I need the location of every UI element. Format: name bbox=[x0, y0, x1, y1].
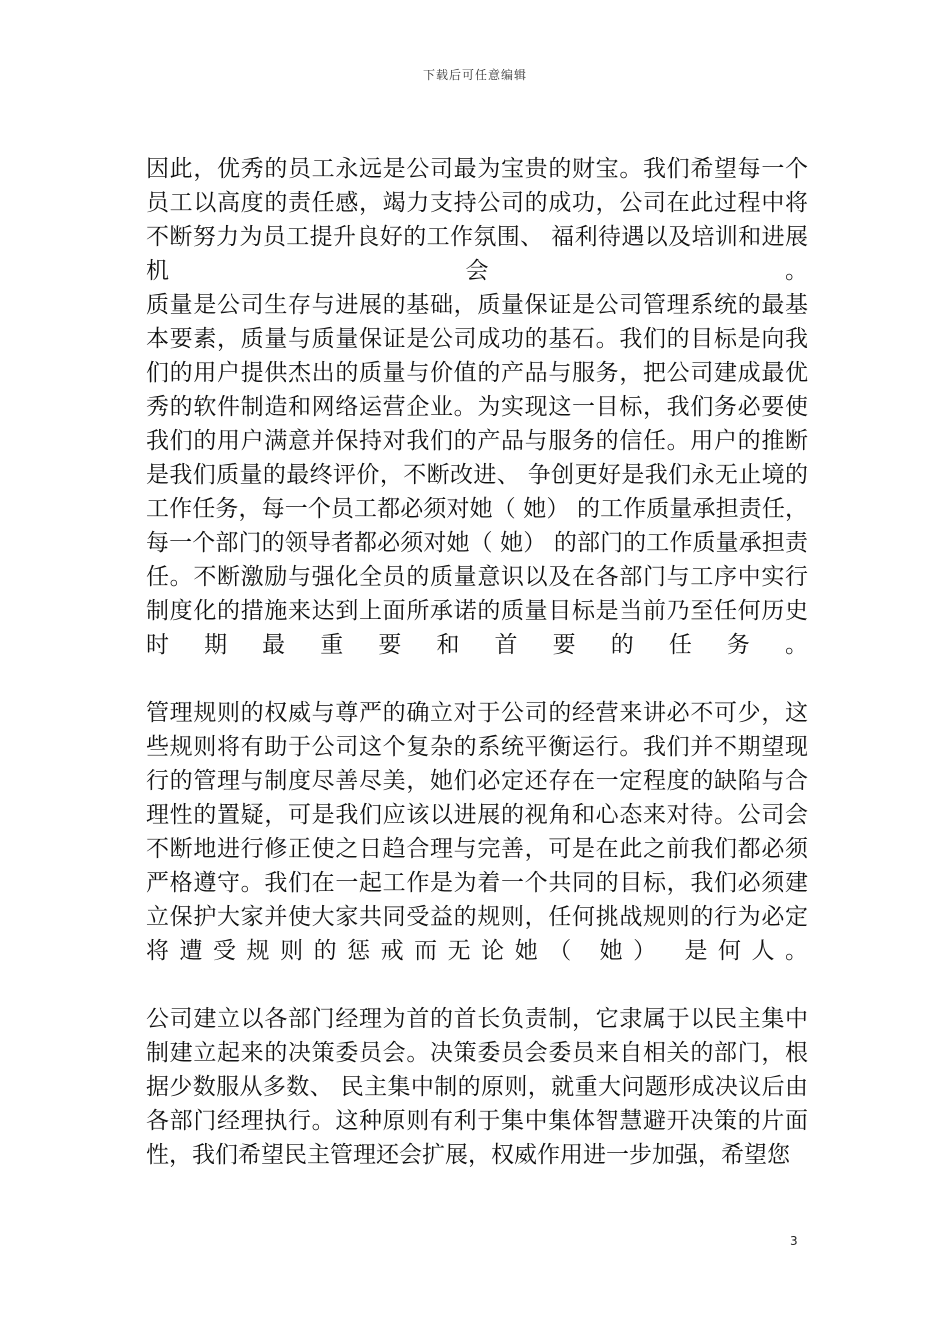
text-line: 质量是公司生存与进展的基础，质量保证是公司管理系统的最基 bbox=[146, 292, 808, 318]
text-line: 各部门经理执行。这种原则有利于集中集体智慧避开决策的片面 bbox=[146, 1108, 808, 1134]
text-line: 是我们质量的最终评价，不断改进、 争创更好是我们永无止境的 bbox=[146, 462, 808, 488]
text-line: 们的用户提供杰出的质量与价值的产品与服务，把公司建成最优 bbox=[146, 360, 808, 386]
text-line: 每一个部门的领导者都必须对她（ 她） 的部门的工作质量承担责 bbox=[146, 530, 808, 556]
paragraph bbox=[146, 1002, 808, 1172]
text-line: 管理规则的权威与尊严的确立对于公司的经营来讲必不可少，这 bbox=[146, 700, 808, 726]
text-line: 将遭受规则的惩戒而无论她（ 她） 是何人。 bbox=[146, 938, 808, 964]
text-line: 因此，优秀的员工永远是公司最为宝贵的财宝。我们希望每一个 bbox=[146, 156, 808, 182]
text-line: 制建立起来的决策委员会。决策委员会委员来自相关的部门，根 bbox=[146, 1040, 808, 1066]
text-line: 秀的软件制造和网络运营企业。为实现这一目标，我们务必要使 bbox=[146, 394, 808, 420]
text-line: 理性的置疑，可是我们应该以进展的视角和心态来对待。公司会 bbox=[146, 802, 808, 828]
text-line: 严格遵守。我们在一起工作是为着一个共同的目标，我们必须建 bbox=[146, 870, 808, 896]
text-line: 些规则将有助于公司这个复杂的系统平衡运行。我们并不期望现 bbox=[146, 734, 808, 760]
text-line: 员工以高度的责任感，竭力支持公司的成功，公司在此过程中将 bbox=[146, 190, 808, 216]
text-line: 性，我们希望民主管理还会扩展，权威作用进一步加强，希望您 bbox=[146, 1142, 790, 1168]
text-line: 据少数服从多数、 民主集中制的原则，就重大问题形成决议后由 bbox=[146, 1074, 808, 1100]
text-line: 立保护大家并使大家共同受益的规则，任何挑战规则的行为必定 bbox=[146, 904, 808, 930]
page-number: 3 bbox=[790, 1234, 798, 1248]
text-line: 工作任务，每一个员工都必须对她（ 她） 的工作质量承担责任， bbox=[146, 496, 808, 522]
text-line: 行的管理与制度尽善尽美，她们必定还存在一定程度的缺陷与合 bbox=[146, 768, 808, 794]
paragraph-gap bbox=[146, 662, 808, 696]
paragraph bbox=[146, 152, 808, 662]
text-line: 制度化的措施来达到上面所承诺的质量目标是当前乃至任何历史 bbox=[146, 598, 808, 624]
text-line: 公司建立以各部门经理为首的首长负责制，它隶属于以民主集中 bbox=[146, 1006, 808, 1032]
paragraph bbox=[146, 696, 808, 968]
paragraph-gap bbox=[146, 968, 808, 1002]
page-header: 下载后可任意编辑 bbox=[422, 68, 527, 82]
text-line: 机会。 bbox=[146, 258, 808, 284]
text-line: 我们的用户满意并保持对我们的产品与服务的信任。用户的推断 bbox=[146, 428, 808, 454]
document-body bbox=[146, 152, 808, 1172]
text-line: 不断地进行修正使之日趋合理与完善，可是在此之前我们都必须 bbox=[146, 836, 808, 862]
text-line: 时期最重要和首要的任务。 bbox=[146, 632, 808, 658]
text-line: 不断努力为员工提升良好的工作氛围、 福利待遇以及培训和进展 bbox=[146, 224, 808, 250]
text-line: 本要素，质量与质量保证是公司成功的基石。我们的目标是向我 bbox=[146, 326, 808, 352]
text-line: 任。不断激励与强化全员的质量意识以及在各部门与工序中实行 bbox=[146, 564, 808, 590]
